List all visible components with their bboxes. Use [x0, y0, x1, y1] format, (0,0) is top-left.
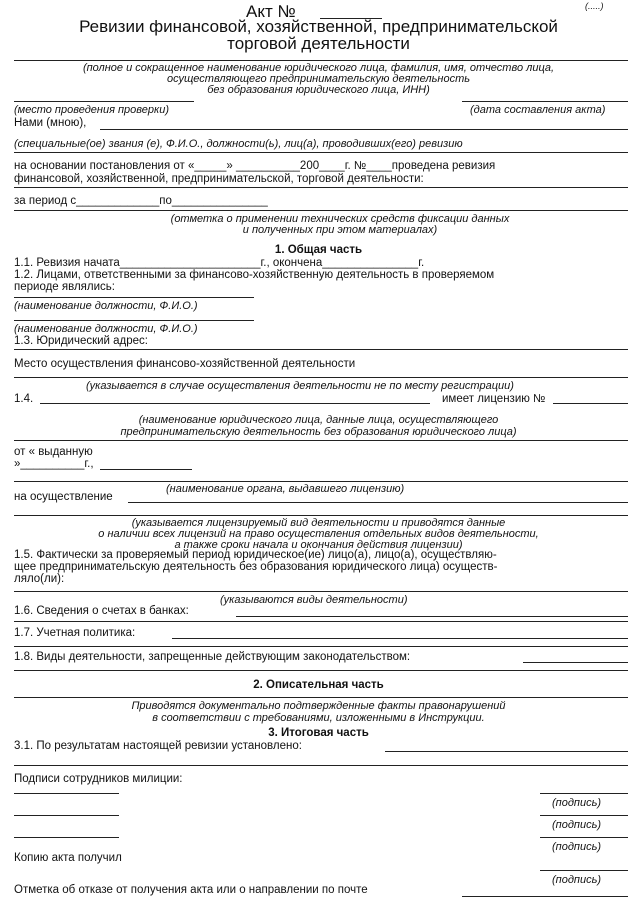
actual-3: ляло(ли):: [14, 573, 65, 585]
basis-line: [14, 187, 628, 188]
responsible-1: 1.2. Лицами, ответственными за финансово-хозяйственную деятельность в проверяемом: [14, 269, 495, 281]
legal-address: 1.3. Юридический адрес:: [14, 335, 149, 347]
date-hint: (дата составления акта): [470, 104, 606, 116]
position-line-2: [14, 320, 254, 321]
issued-full-line: [14, 481, 628, 482]
basis-line-1: на основании постановления от «_____» __________200____г. №____проведена ревизия: [14, 160, 496, 172]
period-line: [14, 210, 628, 211]
officers-hint: (специальные(ое) звания (е), Ф.И.О., должности(ь), лиц(а), проводивших(его) ревизию: [14, 138, 463, 150]
signature-hint-4: (подпись): [552, 874, 602, 886]
issued-line: [100, 469, 192, 470]
bank-accounts: 1.6. Сведения о счетах в банках:: [14, 605, 189, 617]
place-activity-hint: (указывается в случае осуществления деятельности не по месту регистрации): [86, 380, 514, 392]
position-hint-2: (наименование должности, Ф.И.О.): [14, 323, 198, 335]
kinds-hint: (указываются виды деятельности): [220, 594, 408, 606]
actual-1: 1.5. Фактически за проверяемый период юридическое(ие) лицо(а), лицо(а), осуществляю-: [14, 549, 497, 561]
basis-line-2: финансовой, хозяйственной, предпринимательской, торговой деятельности:: [14, 173, 424, 185]
place-activity-line: [14, 377, 628, 378]
date-line: [462, 101, 628, 102]
kind-line: [14, 515, 628, 516]
position-hint-1: (наименование должности, Ф.И.О.): [14, 300, 198, 312]
legal-name-line: [14, 60, 628, 61]
police-signatures: Подписи сотрудников милиции:: [14, 773, 183, 785]
bank-accounts-line: [236, 616, 628, 617]
accounting-policy-line-2: [14, 646, 628, 647]
issued-year: »__________г.,: [14, 458, 94, 470]
position-line-1: [14, 297, 254, 298]
prohibited-line-2: [14, 670, 628, 671]
section-2-hint-2: в соответствии с требованиями, изложенными в Инструкции.: [152, 712, 485, 724]
bank-accounts-line-2: [14, 621, 628, 622]
section-2-hint-1: Приводятся документально подтвержденные факты правонарушений: [131, 700, 506, 712]
responsible-2: периоде являлись:: [14, 281, 115, 293]
actual-2: щее предпринимательскую деятельность без образования юридического лица) осуществ-: [14, 561, 498, 573]
license-label: имеет лицензию №: [442, 393, 546, 405]
audit-result-line-2: [14, 765, 628, 766]
tech-hint-1: (отметка о применении технических средств фиксации данных: [170, 213, 510, 225]
license-line: [40, 403, 430, 404]
prohibited-activities: 1.8. Виды деятельности, запрещенные действующим законодательством:: [14, 651, 411, 663]
copy-received: Копию акта получил: [14, 852, 122, 864]
signature-line-4: [540, 870, 628, 871]
section-3-heading: 3. Итоговая часть: [268, 727, 369, 739]
signature-hint-3: (подпись): [552, 841, 602, 853]
signature-line-3: [540, 837, 628, 838]
act-number-title: Акт №: [246, 2, 296, 21]
address-line: [14, 349, 628, 350]
section-2-line: [14, 697, 628, 698]
issued-label: от « выданную: [14, 446, 93, 458]
title-line-1: Ревизии финансовой, хозяйственной, предпринимательской: [79, 17, 558, 36]
place-line: [14, 101, 194, 102]
license-prefix: 1.4.: [14, 393, 34, 405]
license-number-line: [553, 403, 628, 404]
authority-hint: (наименование органа, выдавшего лицензию): [166, 483, 405, 495]
signature-hint-2: (подпись): [552, 819, 602, 831]
kind-hint-1: (указывается лицензируемый вид деятельности и приводятся данные: [131, 517, 506, 529]
accounting-policy: 1.7. Учетная политика:: [14, 627, 136, 639]
place-hint: (место проведения проверки): [14, 104, 169, 116]
audit-result: 3.1. По результатам настоящей ревизии установлено:: [14, 740, 302, 752]
audit-result-line: [385, 751, 628, 752]
accounting-policy-line: [172, 638, 628, 639]
corner-fragment: (.....): [585, 1, 604, 11]
period-label: за период с_____________по_______________: [14, 195, 268, 207]
kinds-line: [14, 591, 628, 592]
legal-name-hint-2: осуществляющего предпринимательскую деятельность: [166, 73, 471, 85]
officers-line: [14, 152, 628, 153]
prohibited-line: [523, 662, 628, 663]
section-1-heading: 1. Общая часть: [274, 244, 363, 256]
section-2-heading: 2. Описательная часть: [253, 679, 384, 691]
kind-hint-2: о наличии всех лицензий на право осуществления отдельных видов деятельности,: [98, 528, 539, 540]
officer-name-line-1: [14, 793, 119, 794]
refusal-mark: Отметка об отказе от получения акта или о направлении по почте: [14, 884, 368, 896]
exercise-label: на осуществление: [14, 491, 113, 503]
by-us-line: [100, 129, 628, 130]
signature-line-1: [540, 793, 628, 794]
by-us-label: Нами (мною),: [14, 117, 87, 129]
audit-start: 1.1. Ревизия начата______________________г., окончена_______________г.: [14, 257, 425, 269]
refusal-line: [462, 896, 628, 897]
entity-line: [14, 440, 628, 441]
signature-hint-1: (подпись): [552, 797, 602, 809]
officer-name-line-3: [14, 837, 119, 838]
place-activity: Место осуществления финансово-хозяйственной деятельности: [14, 358, 356, 370]
entity-hint-1: (наименование юридического лица, данные лица, осуществляющего: [138, 414, 499, 426]
signature-line-2: [540, 815, 628, 816]
tech-hint-2: и полученных при этом материалах): [242, 224, 438, 236]
kind-hint-3: а также сроки начала и окончания действия лицензии): [174, 539, 463, 551]
legal-name-hint-3: без образования юридического лица, ИНН): [207, 84, 430, 96]
legal-name-hint-1: (полное и сокращенное наименование юридического лица, фамилия, имя, отчество лица,: [82, 62, 555, 74]
officer-name-line-2: [14, 815, 119, 816]
entity-hint-2: предпринимательскую деятельность без образования юридического лица): [120, 426, 517, 438]
title-line-2: торговой деятельности: [227, 34, 410, 53]
exercise-line: [128, 502, 628, 503]
